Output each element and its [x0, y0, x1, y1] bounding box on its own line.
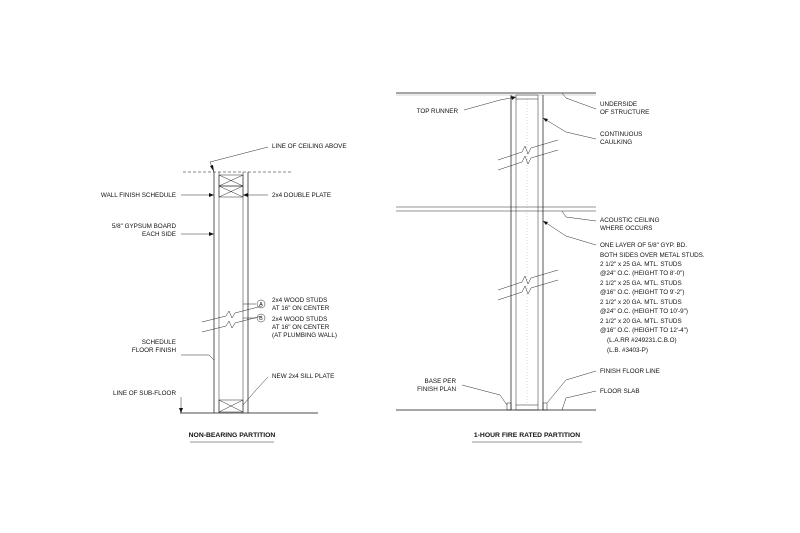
caulking-label-2: CAULKING	[600, 139, 633, 146]
studs-a-label-1: 2x4 WOOD STUDS	[272, 297, 328, 304]
sill-plate-leader	[243, 377, 268, 405]
gypsum-label-1: 5/8" GYPSUM BOARD	[111, 223, 176, 230]
underside-label-2: OF STRUCTURE	[600, 109, 650, 116]
sill-plate	[219, 400, 243, 412]
non-bearing-partition-detail	[101, 143, 347, 442]
finish-floor-label: FINISH FLOOR LINE	[600, 368, 660, 375]
spec-line: @24" O.C. (HEIGHT TO 10'-9")	[600, 308, 688, 315]
underside-leader	[562, 93, 596, 109]
double-plate	[219, 175, 243, 197]
spec-line: 2 1/2" x 20 GA. MTL. STUDS	[600, 299, 682, 306]
spec-line: 2 1/2" x 25 GA. MTL. STUDS	[600, 261, 682, 268]
floor-slab-leader	[562, 391, 596, 410]
schedule-label-1: SCHEDULE	[141, 339, 176, 346]
marker-b: B	[259, 316, 263, 322]
ceiling-label: LINE OF CEILING ABOVE	[272, 143, 347, 150]
floor-slab-label: FLOOR SLAB	[600, 388, 640, 395]
studs-a-label-2: AT 16" ON CENTER	[272, 305, 330, 312]
gypsum-label-2: EACH SIDE	[142, 231, 176, 238]
underside-label-1: UNDERSIDE	[600, 101, 638, 108]
spec-line: BOTH SIDES OVER METAL STUDS.	[600, 252, 705, 259]
base-label-1: BASE PER	[424, 378, 456, 385]
top-runner-leader	[464, 97, 516, 110]
break-line	[202, 306, 262, 332]
bottom-runner	[516, 405, 538, 410]
top-runner	[516, 95, 538, 99]
acoustic-label-2: WHERE OCCURS	[600, 225, 653, 232]
base-leader	[462, 385, 507, 405]
spec-leader	[543, 221, 596, 245]
spec-line: @16" O.C. (HEIGHT TO 12'-4")	[600, 327, 688, 334]
ceiling-leader	[210, 147, 268, 172]
non-bearing-title: NON-BEARING PARTITION	[188, 432, 276, 439]
sill-plate-label: NEW 2x4 SILL PLATE	[272, 373, 335, 380]
double-plate-label: 2x4 DOUBLE PLATE	[272, 192, 332, 199]
caulking-leader	[543, 118, 596, 139]
spec-line: ONE LAYER OF 5/8" GYP. BD.	[600, 242, 688, 249]
break-line-upper	[498, 140, 558, 170]
caulking-label-1: CONTINUOUS	[600, 131, 643, 138]
schedule-label-2: FLOOR FINISH	[131, 347, 176, 354]
acoustic-label-1: ACOUSTIC CEILING	[600, 217, 660, 224]
fire-rated-title: 1-HOUR FIRE RATED PARTITION	[473, 432, 581, 439]
base-left	[507, 403, 511, 410]
top-runner-label: TOP RUNNER	[416, 108, 458, 115]
floor-finish-leader	[181, 355, 214, 360]
spec-block	[600, 242, 705, 354]
spec-line: (L.A.RR #249231.C.B.O)	[607, 337, 677, 344]
sub-floor-label: LINE OF SUB-FLOOR	[113, 390, 176, 397]
acoustic-leader	[562, 211, 596, 221]
base-right	[543, 403, 547, 410]
base-label-2: FINISH PLAN	[417, 386, 456, 393]
studs-b-label-1: 2x4 WOOD STUDS	[272, 316, 328, 323]
studs-b-label-3: (AT PLUMBING WALL)	[272, 332, 337, 339]
finish-floor-leader	[547, 371, 596, 403]
spec-line: @16" O.C. (HEIGHT TO 9'-2")	[600, 289, 685, 296]
spec-line: 2 1/2" x 20 GA. MTL. STUDS	[600, 318, 682, 325]
spec-line: (L.B. #3403-P)	[607, 347, 648, 354]
spec-line: @24" O.C. (HEIGHT TO 8'-0")	[600, 270, 685, 277]
break-line-lower	[498, 270, 558, 300]
studs-b-label-2: AT 16" ON CENTER	[272, 324, 330, 331]
wall-finish-label: WALL FINISH SCHEDULE	[100, 192, 176, 199]
marker-a: A	[259, 302, 263, 308]
fire-rated-partition-detail	[396, 93, 705, 442]
spec-line: 2 1/2" x 25 GA. MTL. STUDS	[600, 280, 682, 287]
